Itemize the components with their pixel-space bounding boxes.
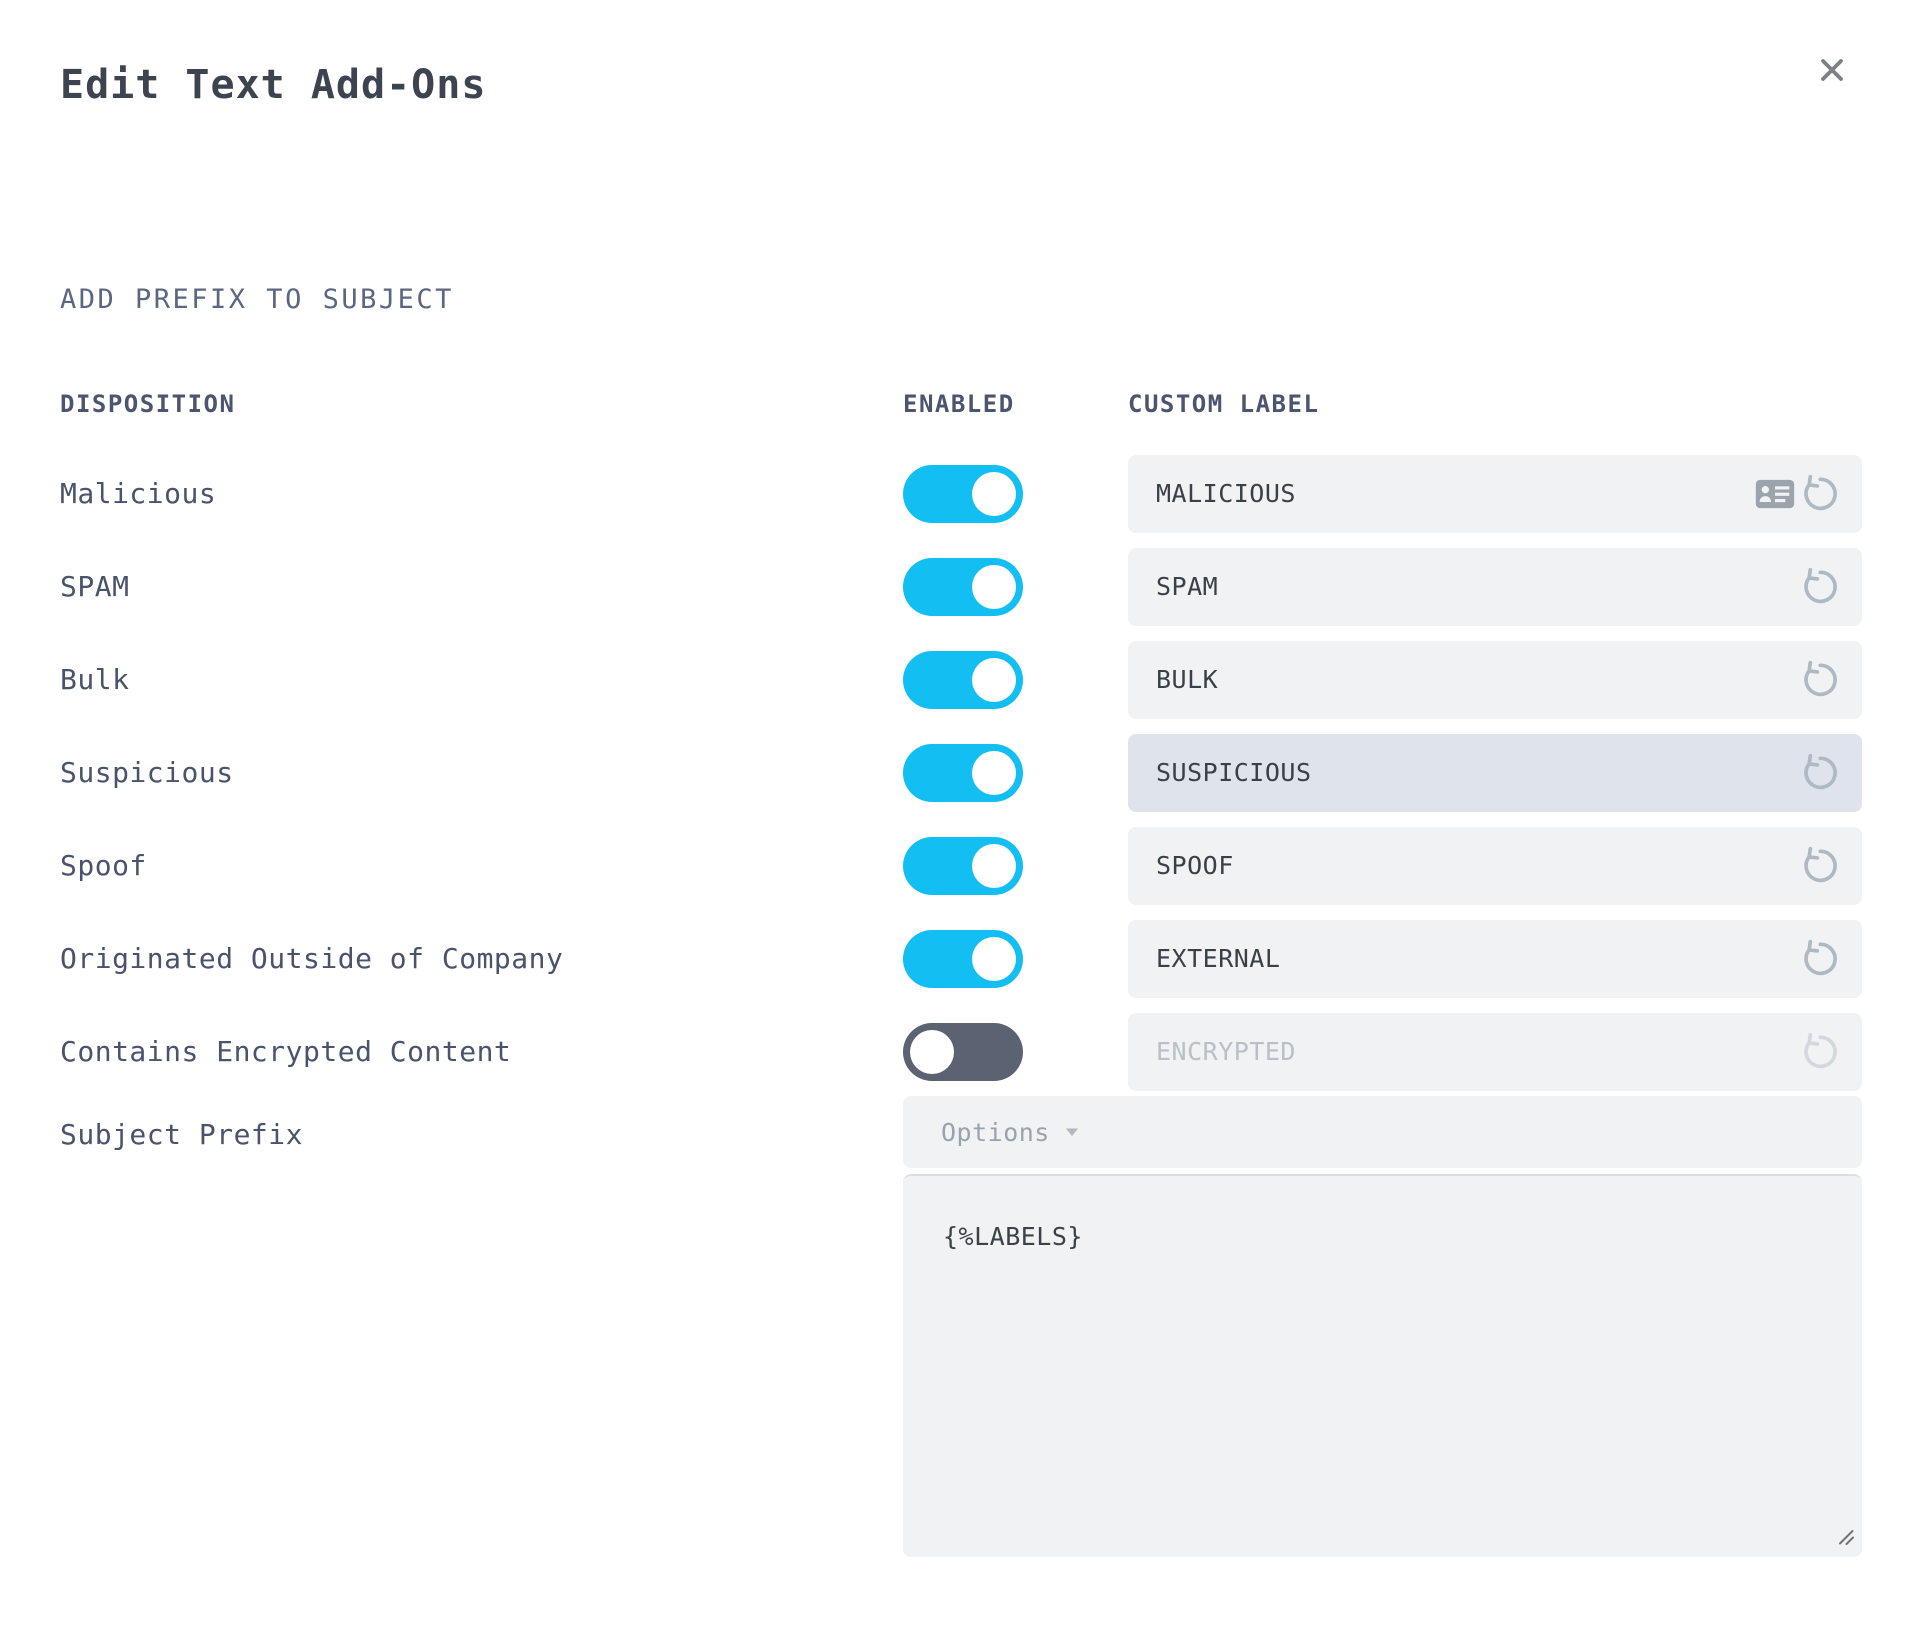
options-dropdown-label: Options xyxy=(941,1117,1050,1147)
reset-icon[interactable] xyxy=(1798,471,1844,517)
custom-label-field-spoof xyxy=(1128,827,1862,905)
disposition-label: SPAM xyxy=(60,570,130,603)
reset-icon[interactable] xyxy=(1798,564,1844,610)
options-dropdown[interactable] xyxy=(941,1118,1080,1147)
row-bulk xyxy=(60,633,1862,726)
disposition-label: Malicious xyxy=(60,477,217,510)
close-button[interactable] xyxy=(1810,48,1854,92)
row-encrypted xyxy=(60,1005,1862,1098)
disposition-label: Suspicious xyxy=(60,756,234,789)
enabled-toggle-encrypted[interactable] xyxy=(903,1023,1023,1081)
toggle-knob xyxy=(972,844,1016,888)
custom-label-input-malicious[interactable] xyxy=(1156,479,1752,508)
custom-label-field-bulk xyxy=(1128,641,1862,719)
column-header-enabled: ENABLED xyxy=(903,390,1015,418)
disposition-rows xyxy=(60,447,1862,1098)
enabled-toggle-spam[interactable] xyxy=(903,558,1023,616)
subject-prefix-section xyxy=(60,1096,1862,1557)
custom-label-field-spam xyxy=(1128,548,1862,626)
disposition-label: Originated Outside of Company xyxy=(60,942,564,975)
row-suspicious xyxy=(60,726,1862,819)
reset-icon xyxy=(1798,1029,1844,1075)
custom-label-input-encrypted xyxy=(1156,1037,1798,1066)
column-header-custom-label: CUSTOM LABEL xyxy=(1128,390,1320,418)
toggle-knob xyxy=(972,937,1016,981)
reset-icon[interactable] xyxy=(1798,657,1844,703)
section-heading: ADD PREFIX TO SUBJECT xyxy=(60,284,454,315)
enabled-toggle-bulk[interactable] xyxy=(903,651,1023,709)
custom-label-field-suspicious xyxy=(1128,734,1862,812)
dialog-title: Edit Text Add-Ons xyxy=(60,62,487,108)
disposition-label: Contains Encrypted Content xyxy=(60,1035,512,1068)
toggle-knob xyxy=(972,472,1016,516)
column-headers xyxy=(60,390,1862,418)
enabled-toggle-spoof[interactable] xyxy=(903,837,1023,895)
custom-label-input-spoof[interactable] xyxy=(1156,851,1798,880)
toggle-knob xyxy=(972,565,1016,609)
subject-prefix-textarea[interactable] xyxy=(903,1176,1862,1557)
custom-label-input-spam[interactable] xyxy=(1156,572,1798,601)
enabled-toggle-suspicious[interactable] xyxy=(903,744,1023,802)
triangle-down-icon xyxy=(1064,1126,1080,1138)
row-spam xyxy=(60,540,1862,633)
toggle-knob xyxy=(972,751,1016,795)
custom-label-input-external[interactable] xyxy=(1156,944,1798,973)
custom-label-field-encrypted xyxy=(1128,1013,1862,1091)
contact-card-icon[interactable] xyxy=(1752,471,1798,517)
custom-label-field-external xyxy=(1128,920,1862,998)
column-header-disposition: DISPOSITION xyxy=(60,390,236,418)
disposition-label: Spoof xyxy=(60,849,147,882)
editor-toolbar xyxy=(903,1096,1862,1168)
subject-prefix-editor xyxy=(903,1174,1862,1557)
custom-label-input-suspicious[interactable] xyxy=(1156,758,1798,787)
close-icon xyxy=(1813,51,1851,89)
custom-label-input-bulk[interactable] xyxy=(1156,665,1798,694)
enabled-toggle-malicious[interactable] xyxy=(903,465,1023,523)
row-spoof xyxy=(60,819,1862,912)
row-malicious xyxy=(60,447,1862,540)
subject-prefix-label: Subject Prefix xyxy=(60,1118,304,1151)
enabled-toggle-external[interactable] xyxy=(903,930,1023,988)
toggle-knob xyxy=(910,1030,954,1074)
row-external xyxy=(60,912,1862,1005)
reset-icon[interactable] xyxy=(1798,750,1844,796)
reset-icon[interactable] xyxy=(1798,936,1844,982)
custom-label-field-malicious xyxy=(1128,455,1862,533)
disposition-label: Bulk xyxy=(60,663,130,696)
reset-icon[interactable] xyxy=(1798,843,1844,889)
toggle-knob xyxy=(972,658,1016,702)
